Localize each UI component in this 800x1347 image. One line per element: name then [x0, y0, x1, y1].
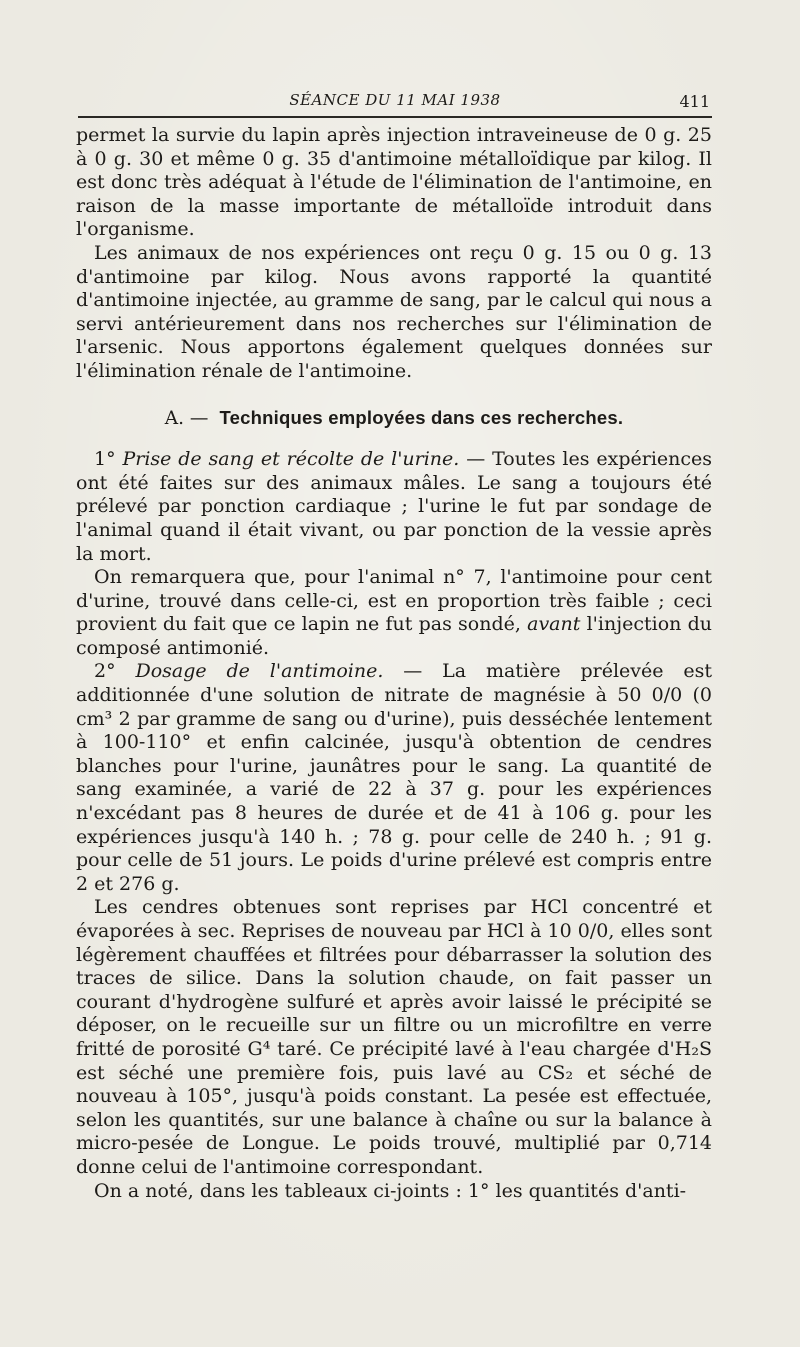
section-letter: A. — [164, 407, 209, 429]
remark-italic: avant [527, 613, 581, 636]
paragraph-remark [76, 566, 712, 660]
item-title: Prise de sang et récolte de l'urine. [122, 448, 460, 471]
item-text: — Toutes les expériences ont été faites sur des animaux mâles. Le sang a toujours été prélevé par ponction cardiaque ; l'urine le fut par sondage de l'animal quand il était vivant, ou par ponction de la vessie après la mort. [76, 448, 713, 565]
header-rule [78, 116, 712, 118]
item-number: 1° [94, 448, 116, 471]
section-heading [76, 406, 712, 431]
item-text: — La matière prélevée est additionnée d'une solution de nitrate de magnésie à 50 0/0 (0 cm³ 2 par gramme de sang ou d'urine), puis desséchée lentement à 100-110° et enfin calcinée, jusqu'à obtention de cendres blanches pour l'urine, jaunâtres pour le sang. La quantité de sang examinée, a varié de 22 à 37 g. pour les expériences n'excédant pas 8 heures de durée et de 41 à 106 g. pour les expériences jusqu'à 140 h. ; 78 g. pour celle de 240 h. ; 91 g. pour celle de 51 jours. Le poids d'urine prélevé est compris entre 2 et 276 g. [76, 660, 712, 895]
paragraph-ashes: Les cendres obtenues sont reprises par HCl concentré et évaporées à sec. Reprises de nouveau par HCl à 10 0/0, elles sont légèrement chauffées et filtrées pour débarrasser la solution des traces de silice. Dans la solution chaude, on fait passer un courant d'hydrogène sulfuré et après avoir laissé le précipité se déposer, on le recueille sur un filtre ou un microfiltre en verre fritté de porosité G⁴ taré. Ce précipité lavé à l'eau chargée d'H₂S est séché une première fois, puis lavé au CS₂ et séché de nouveau à 105°, jusqu'à poids constant. La pesée est effectuée, selon les quantités, sur une balance à chaîne ou sur la balance à micro-pesée de Longue. Le poids trouvé, multiplié par 0,714 donne celui de l'antimoine correspondant. [76, 896, 712, 1178]
paragraph-dosage [76, 660, 712, 896]
paragraph-tables-note: On a noté, dans les tableaux ci-joints : 1° les quantités d'anti- [94, 1179, 687, 1202]
paragraph-animals: Les animaux de nos expériences ont reçu 0 g. 15 ou 0 g. 13 d'antimoine par kilog. Nous avons rapporté la quantité d'antimoine injectée, au gramme de sang, par le calcul qui nous a servi antérieurement dans nos recherches sur l'élimination de l'arsenic. Nous apportons également quelques données sur l'élimination rénale de l'antimoine. [76, 241, 712, 382]
paragraph-continuation: permet la survie du lapin après injection intraveineuse de 0 g. 25 à 0 g. 30 et même 0 g. 35 d'antimoine métalloïdique par kilog. Il est donc très adéquat à l'étude de l'élimination de l'antimoine, en raison de la masse importante de métalloïde introduit dans l'organisme. [76, 124, 712, 241]
item-title: Dosage de l'antimoine. [135, 660, 384, 683]
remark-text-b: l'injection du composé antimonié. [76, 613, 712, 659]
running-title: SÉANCE DU 11 MAI 1938 [289, 91, 501, 109]
paragraph-blood-sampling [76, 448, 712, 566]
body-text [76, 124, 712, 1203]
item-number: 2° [94, 660, 116, 683]
section-title: Techniques employées dans ces recherches. [219, 406, 624, 428]
remark-text-a: On remarquera que, pour l'animal n° 7, l'antimoine pour cent d'urine, trouvé dans celle-ci, est en proportion très faible ; ceci provient du fait que ce lapin ne fut pas sondé, [76, 566, 712, 636]
page-number: 411 [679, 92, 710, 111]
running-head [80, 88, 710, 110]
